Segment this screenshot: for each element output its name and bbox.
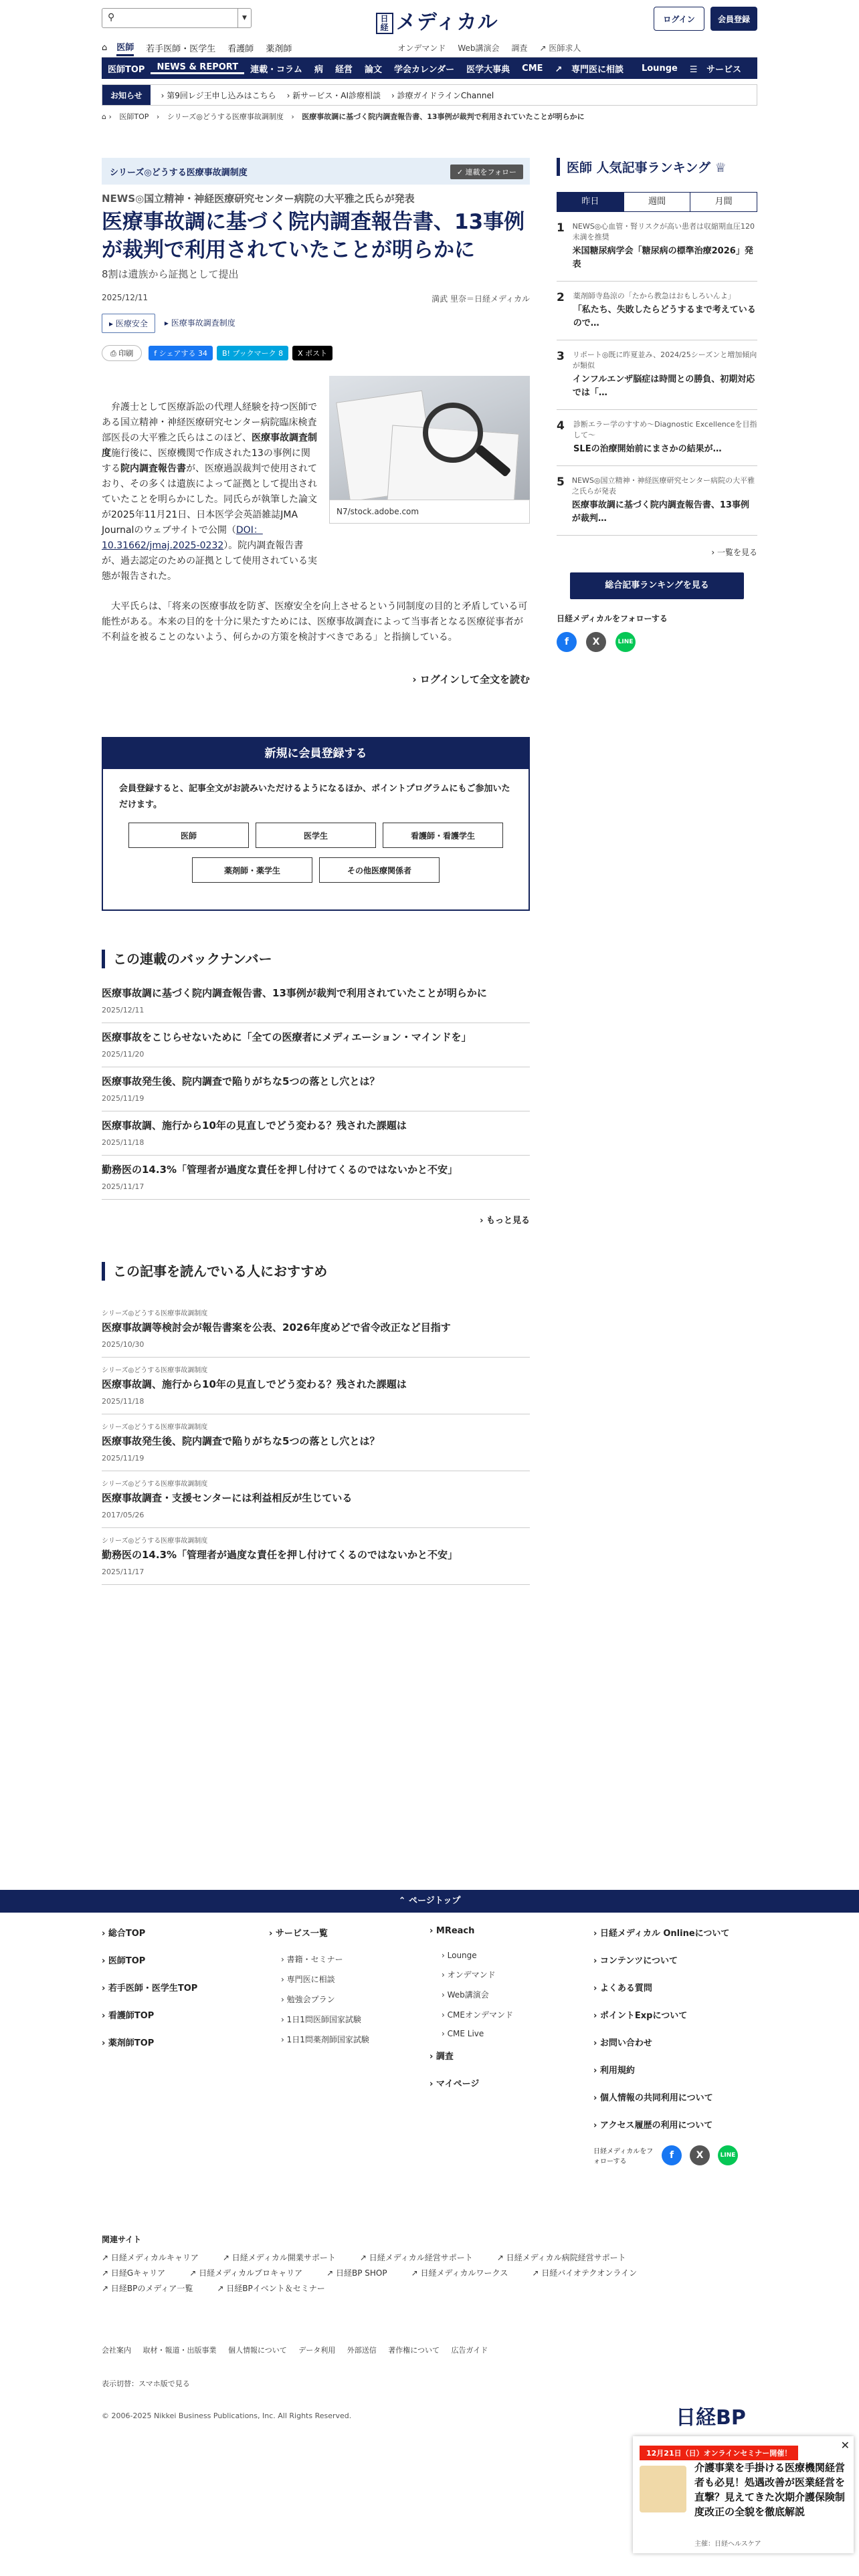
photo-caption: N7/stock.adobe.com [329,500,530,524]
see-more-link[interactable]: › もっと見る [480,1216,530,1226]
footer-link[interactable]: › アクセス履歴の利用について [593,2121,713,2131]
footer-link[interactable]: › Web講演会 [442,1990,489,2000]
related-link[interactable]: ↗ 日経Gキャリア [102,2268,166,2278]
search-box[interactable] [102,8,252,28]
facebook-icon[interactable]: f [557,632,577,652]
section-calendar[interactable]: 学会カレンダー [394,64,455,75]
paragraph: 弁護士として医療訴訟の代理人経験を持つ医師である国立精神・神経医療研究センター病院臨床検査部医長の大平雅之氏らはこのほど、医療事故調査制度施行後に、医療機関で作成された13の事例に関する院内調査報告書が、医療過誤裁判で使用されており、その多くは遺族によって証拠として提出されていたことを明らかにした。同氏らが執筆した論文が2025年11月21日、日本医学会英語雑誌JMA Journalのウェブサイトで公開（DOI：10.31662/jmaj.2025-0232）。院内調査報告書が、過去認定のための証拠として使用されている実態が報告された。 [102,402,317,582]
article-figure [329,376,530,524]
social-icons [557,632,757,652]
copyright: © 2006-2025 Nikkei Business Publications, Inc. All Rights Reserved. [102,2411,352,2420]
doi-link[interactable]: DOI：10.31662/jmaj.2025-0232 [102,525,263,551]
register-other-button[interactable]: その他医療関係者 [319,857,440,883]
footer-link[interactable]: 個人情報について [228,2346,287,2355]
related-link[interactable]: ↗ 日経メディカルプロキャリア [189,2268,303,2278]
tab-monthly[interactable]: 月間 [714,197,733,207]
breadcrumb-current: 医療事故調に基づく院内調査報告書、13事例が裁判で利用されていたことが明らかに [302,112,585,121]
article-kicker: NEWS◎国立精神・神経医療研究センター病院の大平雅之氏らが発表 [102,193,415,205]
search-icon: ⚲ [108,12,115,23]
sidebar [557,120,757,652]
nav-survey[interactable]: 調査 [511,43,528,53]
tag-medical-safety[interactable]: ▸ 医療安全 [102,314,155,333]
nav-ondemand[interactable]: オンデマンド [397,43,446,53]
footer-links [102,2345,497,2355]
series-name[interactable]: シリーズ◎どうする医療事故調制度 [110,167,248,178]
ranking-item[interactable]: 2 薬剤師寺島涼の「たから教急はおもしろいんよ」 「私たち、失敗したらどうするまで考えているので… [557,282,757,340]
footer-link[interactable]: › 日経メディカル Onlineについて [593,1929,730,1939]
recommend-list [102,1301,530,1585]
list-item[interactable]: シリーズ◎どうする医療事故調制度 医療事故発生後、院内調査で陥りがちな5つの落とし穴とは？ 2025/11/19 [102,1414,530,1471]
tab-yesterday[interactable]: 昨日 [557,193,624,211]
footer-link[interactable]: 著作権について [388,2346,440,2355]
section-consult[interactable]: ↗ 専門医に相談 [555,64,624,75]
article-author: 満武 里奈＝日経メディカル [432,294,530,304]
related-link[interactable]: ↗ 日経バイオテクオンライン [532,2268,638,2278]
article-column [102,120,530,1585]
register-heading: 新規に会員登録する [103,738,529,769]
section-news[interactable]: NEWS & REPORT [151,62,244,74]
footer-col [593,1926,738,2180]
section-lounge[interactable]: Lounge [641,63,678,74]
footer-link[interactable]: データ利用 [298,2346,336,2355]
article-meta [102,293,530,304]
ranking-heading: 医師 人気記事ランキング ♕ [557,158,757,176]
register-box [102,737,530,911]
x-icon[interactable]: X [690,2145,710,2165]
related-sites [102,2234,757,2298]
related-link[interactable]: ↗ 日経BPのメディア一覧 [102,2284,193,2293]
footer-link[interactable]: › Lounge [442,1951,477,1960]
footer-link[interactable]: › よくある質問 [593,1983,652,1994]
magnifier-icon [423,403,483,463]
footer-link[interactable]: › 若手医師・医学生TOP [102,1983,198,1994]
hatena-bookmark-button[interactable]: B! ブックマーク 8 [217,346,288,360]
series-header [102,158,530,185]
list-item[interactable]: シリーズ◎どうする医療事故調制度 勤務医の14.3%「管理者が過度な責任を押し付けてくるのではないかと不安」 2025/11/17 [102,1528,530,1585]
section-cme[interactable]: CME [522,63,543,74]
footer-follow-label: 日経メディカルをフォローする [593,2148,654,2165]
section-papers[interactable]: 論文 [364,64,382,75]
ad-sponsor: 主催：日経ヘルスケア [694,2541,761,2548]
crown-icon: ♕ [714,160,727,175]
register-student-button[interactable]: 医学生 [256,823,376,848]
nav-doctor[interactable]: 医師 [116,40,134,56]
list-item[interactable]: 勤務医の14.3%「管理者が過度な責任を押し付けてくるのではないかと不安」 2025/11/17 [102,1156,530,1200]
footer-col [430,1926,513,2104]
register-pharmacist-button[interactable]: 薬剤師・薬学生 [192,857,312,883]
register-text: 会員登録すると、記事全文がお読みいただけるようになるほか、ポイントプログラムにもご参加いただけます。 [119,784,510,810]
ranking-item[interactable]: 5 NEWS◎国立精神・神経医療研究センター病院の大平雅之氏らが発表 医療事故調に基づく院内調査報告書、13事例が裁判… [557,466,757,536]
related-link[interactable]: ↗ 日経BPイベント＆セミナー [217,2284,325,2293]
backnumber-heading: この連載のバックナンバー [102,950,530,968]
footer-link[interactable]: 外部送信 [347,2346,377,2355]
facebook-share-button[interactable]: f シェアする 34 [149,346,213,360]
section-top[interactable]: 医師TOP [108,64,145,75]
notice-item[interactable]: › 第9回レジ王申し込みはこちら [161,90,276,100]
ranking-item[interactable]: 4 診断エラー学のすすめ〜Diagnostic Excellenceを目指して〜 SLEの治療開始前にまさかの結果が… [557,410,757,466]
ranking-tabs [557,192,757,212]
nav-young-doctor[interactable]: 若手医師・医学生 [146,44,216,54]
follow-label: 日経メディカルをフォローする [557,614,668,623]
footer-link[interactable]: › 書籍・セミナー [281,1955,343,1964]
nav-nurse[interactable]: 看護師 [227,44,254,54]
breadcrumb-item[interactable]: シリーズ◎どうする医療事故調制度 › [167,112,294,121]
line-icon[interactable]: LINE [718,2145,738,2165]
ad-text: 介護事業を手掛ける医療機関経営者も必見！処遇改善が医業経営を直撃？見えてきた次期介護保険制度改正の全貌を徹底解説 [694,2462,846,2518]
footer-col [269,1926,369,2054]
footer-link[interactable]: › CME Live [442,2029,484,2038]
follow-series-button[interactable]: ✓ 連載をフォロー [450,165,523,179]
display-switch[interactable]: 表示切替：スマホ版で見る [102,2379,190,2388]
nav-pharmacist[interactable]: 薬剤師 [266,44,292,54]
tag-accident-system[interactable]: ▸ 医療事故調査制度 [164,318,235,328]
related-link[interactable]: ↗ 日経メディカル病院経営サポート [496,2253,626,2262]
footer-link[interactable]: › 専門医に相談 [281,1975,335,1984]
notice-label: お知らせ [102,85,151,105]
register-button[interactable]: 会員登録 [710,7,757,31]
related-link[interactable]: ↗ 日経メディカルキャリア [102,2253,199,2262]
footer-link[interactable]: › 総合TOP [102,1929,146,1939]
breadcrumb-item[interactable]: 医師TOP › [119,112,160,121]
article-photo [329,376,530,500]
footer-link[interactable]: › CMEオンデマンド [442,2010,513,2020]
backnumber-list [102,979,530,1200]
ranking-item[interactable]: 3 リポート◎既に昨夏並み、2024/25シーズンと増加傾向が類似 インフルエンザ脳症は時間との勝負、初期対応では「… [557,340,757,410]
related-heading: 関連サイト [102,2235,142,2244]
login-read-more-link[interactable]: › ログインして全文を読む [412,673,530,685]
footer-link[interactable]: › 薬剤師TOP [102,2038,155,2048]
footer-link[interactable]: › 利用規約 [593,2066,635,2076]
footer-link[interactable]: 取材・報道・出版事業 [142,2346,217,2355]
nav-web-lecture[interactable]: Web講演会 [458,43,500,53]
line-icon[interactable]: LINE [615,632,636,652]
chevron-down-icon[interactable]: ▼ [237,9,251,27]
article-subtitle: 8割は遺族から証拠として提出 [102,268,239,280]
related-link[interactable]: ↗ 日経BP SHOP [326,2268,387,2278]
overall-ranking-button[interactable]: 総合記事ランキングを見る [570,572,744,599]
footer-link[interactable]: › 1日1問医師国家試験 [281,2015,361,2024]
seminar-ad[interactable] [633,2436,854,2553]
section-management[interactable]: 経営 [335,64,353,75]
recommend-heading: この記事を読んでいる人におすすめ [102,1262,530,1281]
related-link[interactable]: ↗ 日経メディカル経営サポート [359,2253,473,2262]
footer-link[interactable]: 会社案内 [102,2346,131,2355]
article-tags [102,314,530,333]
page-top-button[interactable]: ⌃ ページトップ [0,1890,859,1913]
ranking-more-link[interactable]: › 一覧を見る [711,548,757,557]
ad-image [640,2466,686,2512]
article-date: 2025/12/11 [102,293,149,302]
footer-link[interactable]: › コンテンツについて [593,1956,678,1966]
register-nurse-button[interactable]: 看護師・看護学生 [383,823,503,848]
nikkei-bp-logo[interactable]: 日経BP [676,2406,746,2430]
notice-item[interactable]: › 診療ガイドラインChannel [391,90,494,100]
login-button[interactable]: ログイン [654,7,704,31]
related-link[interactable]: ↗ 日経メディカル開業サポート [222,2253,336,2262]
footer-link[interactable]: › マイページ [430,2079,480,2089]
print-button[interactable]: ⎙ 印刷 [102,345,142,361]
x-icon[interactable]: X [586,632,606,652]
section-disease[interactable]: 病 [314,64,323,75]
paragraph: 大平氏らは、「将来の医療事故を防ぎ、医療安全を向上させるという同制度の目的と矛盾している可能性がある。本来の目的を十分に果たすためには、医療事故調査によって当事者となる医療従事者が不利益を被ることのないよう、何らかの方策を検討すべきである」と指摘している。 [102,601,528,643]
register-doctor-button[interactable]: 医師 [128,823,249,848]
footer-link[interactable]: › 勉強会プラン [281,1995,335,2004]
home-icon[interactable]: ⌂ [102,43,108,53]
home-icon[interactable]: ⌂ › [102,112,112,121]
tab-weekly[interactable]: 週間 [624,193,691,211]
footer-link[interactable]: › 看護師TOP [102,2011,155,2021]
footer-link[interactable]: › MReach [430,1926,475,1936]
x-post-button[interactable]: X ポスト [292,346,332,360]
related-link[interactable]: ↗ 日経メディカルワークス [411,2268,508,2278]
section-dictionary[interactable]: 医学大事典 [466,64,510,75]
footer-col [102,1926,197,2063]
footer-link[interactable]: › オンデマンド [442,1970,496,1979]
ranking-item[interactable]: 1 NEWS◎心血管・腎リスクが高い患者は収縮期血圧120未満を推奨 米国糖尿病学会「糖尿病の標準治療2026」発表 [557,212,757,282]
footer-link[interactable]: › 調査 [430,2052,454,2062]
nav-doctor-jobs[interactable]: ↗ 医師求人 [539,43,581,53]
notice-bar [102,84,757,106]
footer-link[interactable]: 広告ガイド [451,2346,488,2355]
list-item[interactable]: 医療事故調、施行から10年の見直しでどう変わる？残された課題は 2025/11/18 [102,1111,530,1156]
section-column[interactable]: 連載・コラム [250,64,302,75]
list-item[interactable]: シリーズ◎どうする医療事故調制度 医療事故調査・支援センターには利益相反が生じている 2017/05/26 [102,1471,530,1528]
list-item[interactable]: 医療事故発生後、院内調査で陥りがちな5つの落とし穴とは？ 2025/11/19 [102,1067,530,1111]
list-item[interactable]: 医療事故をこじらせないために「全ての医療者にメディエーション・マインドを」 2025/11/20 [102,1023,530,1067]
site-logo[interactable]: 日経 メディカル [376,5,498,35]
site-header [102,0,757,39]
footer-link[interactable]: › 個人情報の共同利用について [593,2093,713,2103]
list-item[interactable]: 医療事故調に基づく院内調査報告書、13事例が裁判で利用されていたことが明らかに 2025/12/11 [102,979,530,1023]
facebook-icon[interactable]: f [662,2145,682,2165]
article-title: 医療事故調に基づく院内調査報告書、13事例が裁判で利用されていたことが明らかに [102,210,525,262]
list-item[interactable]: シリーズ◎どうする医療事故調制度 医療事故調、施行から10年の見直しでどう変わる？残された課題は 2025/11/18 [102,1358,530,1414]
footer-link[interactable]: › 1日1問薬剤師国家試験 [281,2035,369,2044]
section-nav [102,58,757,79]
footer-link[interactable]: › 医師TOP [102,1956,146,1966]
footer-link[interactable]: › ポイントExpについて [593,2011,688,2021]
close-icon[interactable]: ✕ [840,2439,850,2452]
notice-item[interactable]: › 新サービス・AI診療相談 [286,90,381,100]
section-services[interactable]: ☰ サービス [689,64,742,75]
share-bar [102,345,530,361]
list-item[interactable]: シリーズ◎どうする医療事故調制度 医療事故調等検討会が報告書案を公表、2026年度めどで省令改正など目指す 2025/10/30 [102,1301,530,1358]
footer-link[interactable]: › サービス一覧 [269,1929,328,1939]
footer-link[interactable]: › お問い合わせ [593,2038,652,2048]
ad-band: 12月21日（日）オンラインセミナー開催！ [640,2446,798,2460]
audience-nav [102,39,757,58]
